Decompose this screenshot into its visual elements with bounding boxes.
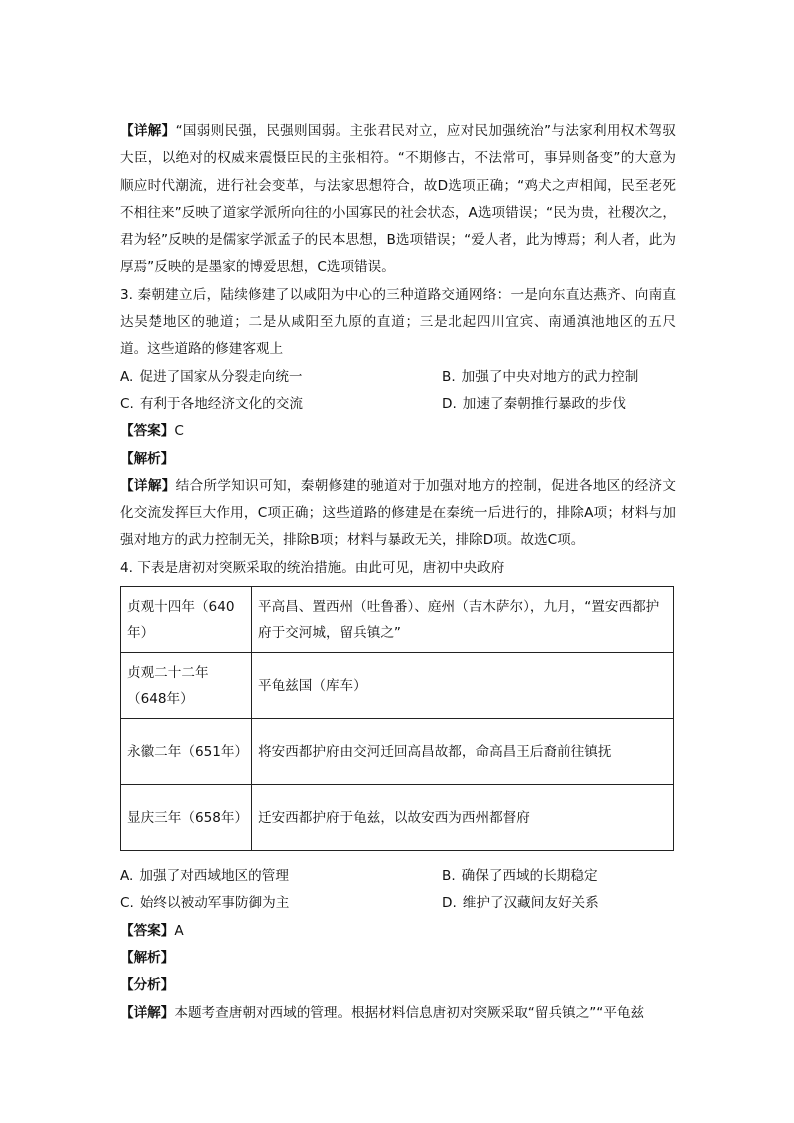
table-row	[121, 653, 674, 719]
option-a: A. 促进了国家从分裂走向统一	[120, 368, 303, 385]
question-4-analysis-label: 【解析】	[120, 949, 175, 966]
tang-measures-table	[120, 586, 674, 851]
option-c: C. 始终以被动军事防御为主	[120, 895, 290, 912]
table-cell-event: 平高昌、置西州（吐鲁番）、庭州（吉木萨尔），九月，“置安西都护府于交河城，留兵镇之”	[252, 587, 674, 653]
table-row	[121, 719, 674, 785]
option-c: C. 有利于各地经济文化的交流	[120, 395, 303, 412]
question-3-detail	[120, 473, 676, 555]
question-4-options-row-1	[120, 863, 676, 890]
detail-text: 结合所学知识可知，秦朝修建的驰道对于加强对地方的控制，促进各地区的经济文化交流发挥巨大作用，C项正确；这些道路的修建是在秦统一后进行的，排除A项；材料与加强对地方的武力控制无关，排除B项；材料与暴政无关，排除D项。故选C项。	[120, 477, 677, 549]
detail-label: 【详解】	[120, 123, 176, 139]
table-row	[121, 587, 674, 653]
table-cell-event: 将安西都护府由交河迁回高昌故都，命高昌王后裔前往镇抚	[252, 719, 674, 785]
option-a: A. 加强了对西域地区的管理	[120, 868, 289, 885]
option-d: D. 加速了秦朝推行暴政的步伐	[442, 395, 626, 412]
table-cell-year: 永徽二年（651年）	[121, 719, 252, 785]
question-3-options-row-1	[120, 364, 676, 391]
table-cell-event: 迁安西都护府于龟兹，以故安西为西州都督府	[252, 785, 674, 851]
question-4-options-row-2	[120, 890, 676, 917]
document-page	[120, 118, 676, 1027]
question-4-stem: 4. 下表是唐初对突厥采取的统治措施。由此可见，唐初中央政府	[120, 559, 505, 576]
table-cell-year: 显庆三年（658年）	[121, 785, 252, 851]
question-4-answer	[120, 918, 676, 945]
detail-label: 【详解】	[120, 477, 176, 494]
answer-value: C	[174, 423, 184, 440]
table-cell-year: 贞观二十二年（648年）	[121, 653, 252, 719]
option-b: B. 确保了西域的长期稳定	[442, 868, 598, 885]
option-d: D. 维护了汉藏间友好关系	[442, 895, 599, 912]
detail-text: 本题考查唐朝对西域的管理。根据材料信息唐初对突厥采取“留兵镇之”“平龟兹	[174, 1004, 645, 1021]
detail-label: 【详解】	[120, 1004, 175, 1021]
table-row	[121, 785, 674, 851]
answer-label: 【答案】	[120, 922, 175, 939]
question-3-analysis-label: 【解析】	[120, 450, 175, 467]
question-3-stem: 3. 秦朝建立后，陆续修建了以咸阳为中心的三种道路交通网络：一是向东直达燕齐、向南直达吴楚地区的驰道；二是从咸阳至九原的直道；三是北起四川宜宾、南通滇池地区的五尺道。这些道路的修建客观上	[120, 286, 676, 358]
answer-label: 【答案】	[120, 423, 175, 440]
table-cell-year: 贞观十四年（640年）	[121, 587, 252, 653]
answer-value: A	[174, 922, 184, 939]
detail-text: “国弱则民强，民强则国弱。主张君民对立，应对民加强统治”与法家利用权术驾驭大臣，以绝对的权威来震慑臣民的主张相符。“不期修古，不法常可，事异则备变”的大意为顺应时代潮流，进行社会变革，与法家思想符合，故D选项正确；“鸡犬之声相闻，民至老死不相往来”反映了道家学派所向往的小国寡民的社会状态，A选项错误；“民为贵，社稷次之，君为轻”反映的是儒家学派孟子的民本思想，B选项错误；“爱人者，此为博焉；利人者，此为厚焉”反映的是墨家的博爱思想，C选项错误。	[120, 123, 677, 276]
option-b: B. 加强了中央对地方的武力控制	[442, 368, 639, 385]
question-4-fenxi-label: 【分析】	[120, 977, 175, 994]
question-4-detail	[120, 1000, 676, 1027]
question-3-options-row-2	[120, 391, 676, 418]
question-3-answer	[120, 418, 676, 445]
table-cell-event: 平龟兹国（库车）	[252, 653, 674, 719]
explanation-block	[120, 118, 676, 282]
